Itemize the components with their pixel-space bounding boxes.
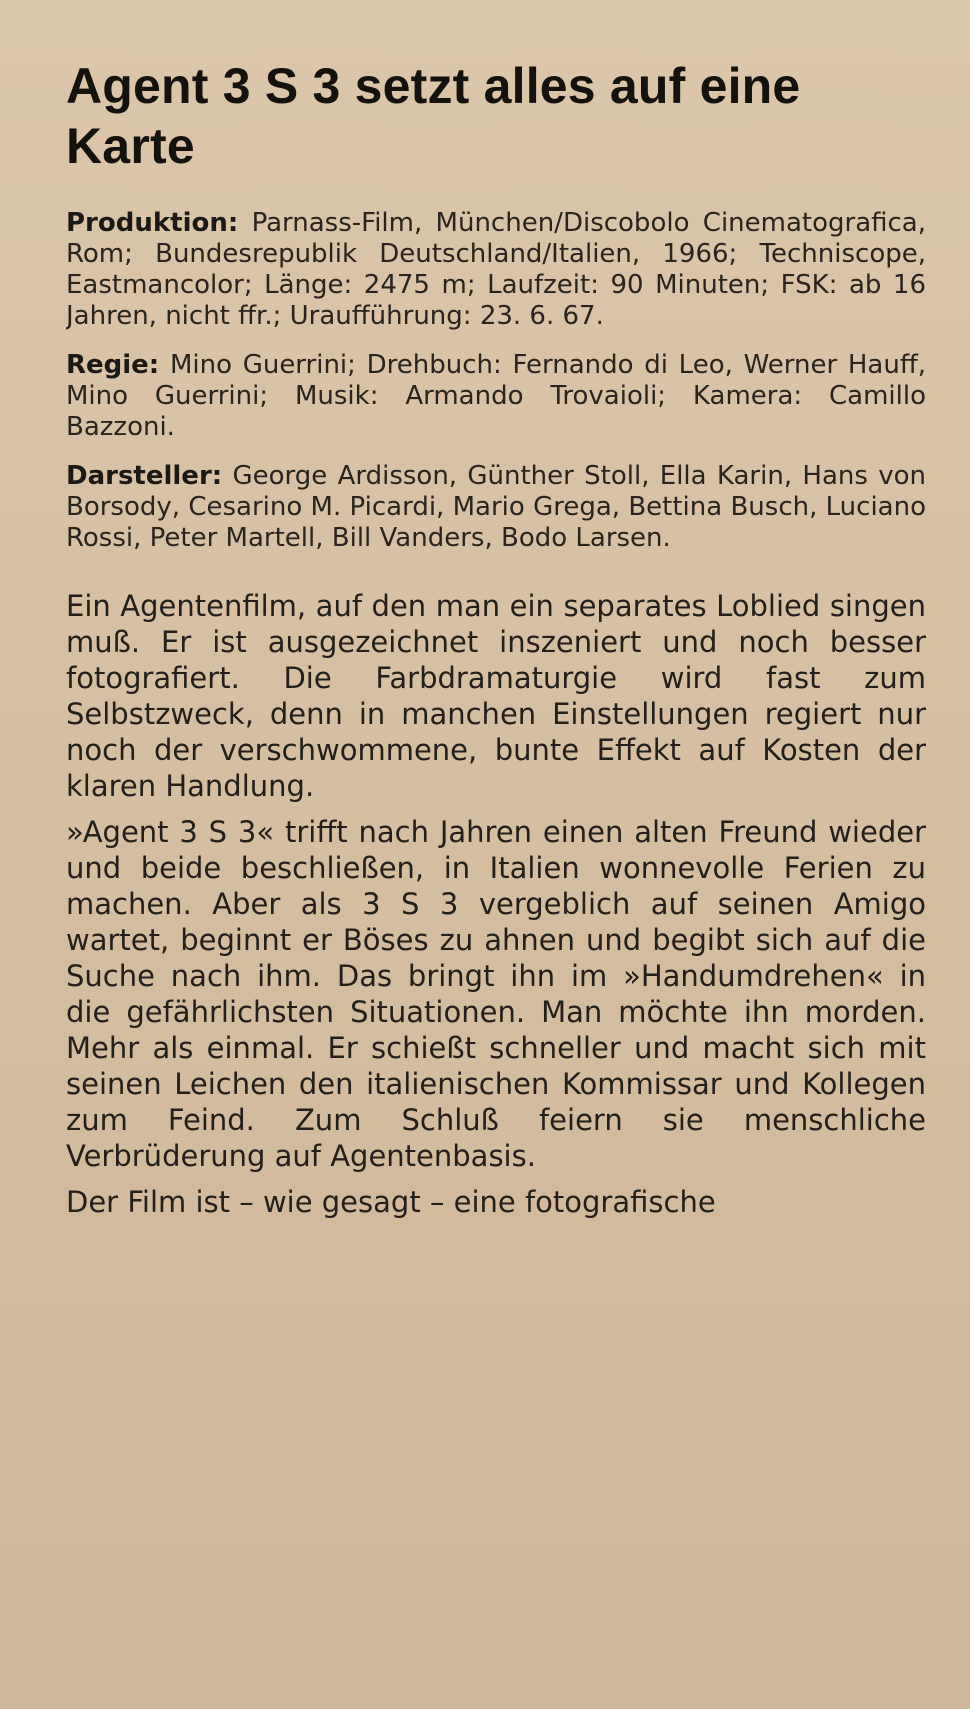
film-review-article — [66, 56, 926, 1696]
review-paragraph-2: »Agent 3 S 3« trifft nach Jahren einen alten Freund wieder und beide beschließen, in Italien wonnevolle Ferien zu machen. Aber als 3 S 3 vergeblich auf seinen Amigo wartet, beginnt er Böses zu ahnen und begibt sich auf die Suche nach ihm. Das bringt ihn im »Handumdrehen« in die gefährlichsten Situationen. Man möchte ihn morden. Mehr als einmal. Er schießt schneller und macht sich mit seinen Leichen den italienischen Kommissar und Kollegen zum Feind. Zum Schluß feiern sie menschliche Verbrüderung auf Agentenbasis. — [66, 815, 926, 1173]
review-paragraph-3: Der Film ist – wie gesagt – eine fotografische — [66, 1185, 716, 1219]
cast-label: Darsteller: — [66, 461, 223, 491]
production-label: Produktion: — [66, 208, 239, 238]
direction-credits — [66, 350, 926, 443]
production-credits — [66, 208, 926, 332]
cast-text: George Ardisson, Günther Stoll, Ella Karin, Hans von Borsody, Cesarino M. Picardi, Mario Grega, Bettina Busch, Luciano Rossi, Peter Martell, Bill Vanders, Bodo Larsen. — [66, 461, 926, 553]
production-text: Parnass-Film, München/Discobolo Cinematografica, Rom; Bundesrepublik Deutschland/Italien, 1966; Techniscope, Eastmancolor; Länge: 2475 m; Laufzeit: 90 Minuten; FSK: ab 16 Jahren, nicht ffr.; Uraufführung: 23. 6. 67. — [66, 208, 926, 331]
review-paragraph-1: Ein Agentenfilm, auf den man ein separates Loblied singen muß. Er ist ausgezeichnet inszeniert und noch besser fotografiert. Die Farbdramaturgie wird fast zum Selbstzweck, denn in manchen Einstellungen regiert nur noch der verschwommene, bunte Effekt auf Kosten der klaren Handlung. — [66, 589, 926, 803]
direction-label: Regie: — [66, 350, 160, 380]
article-title: Agent 3 S 3 setzt alles auf eine Karte — [66, 58, 801, 174]
direction-text: Mino Guerrini; Drehbuch: Fernando di Leo, Werner Hauff, Mino Guerrini; Musik: Armando Trovaioli; Kamera: Camillo Bazzoni. — [66, 350, 926, 442]
cast-credits — [66, 461, 926, 554]
